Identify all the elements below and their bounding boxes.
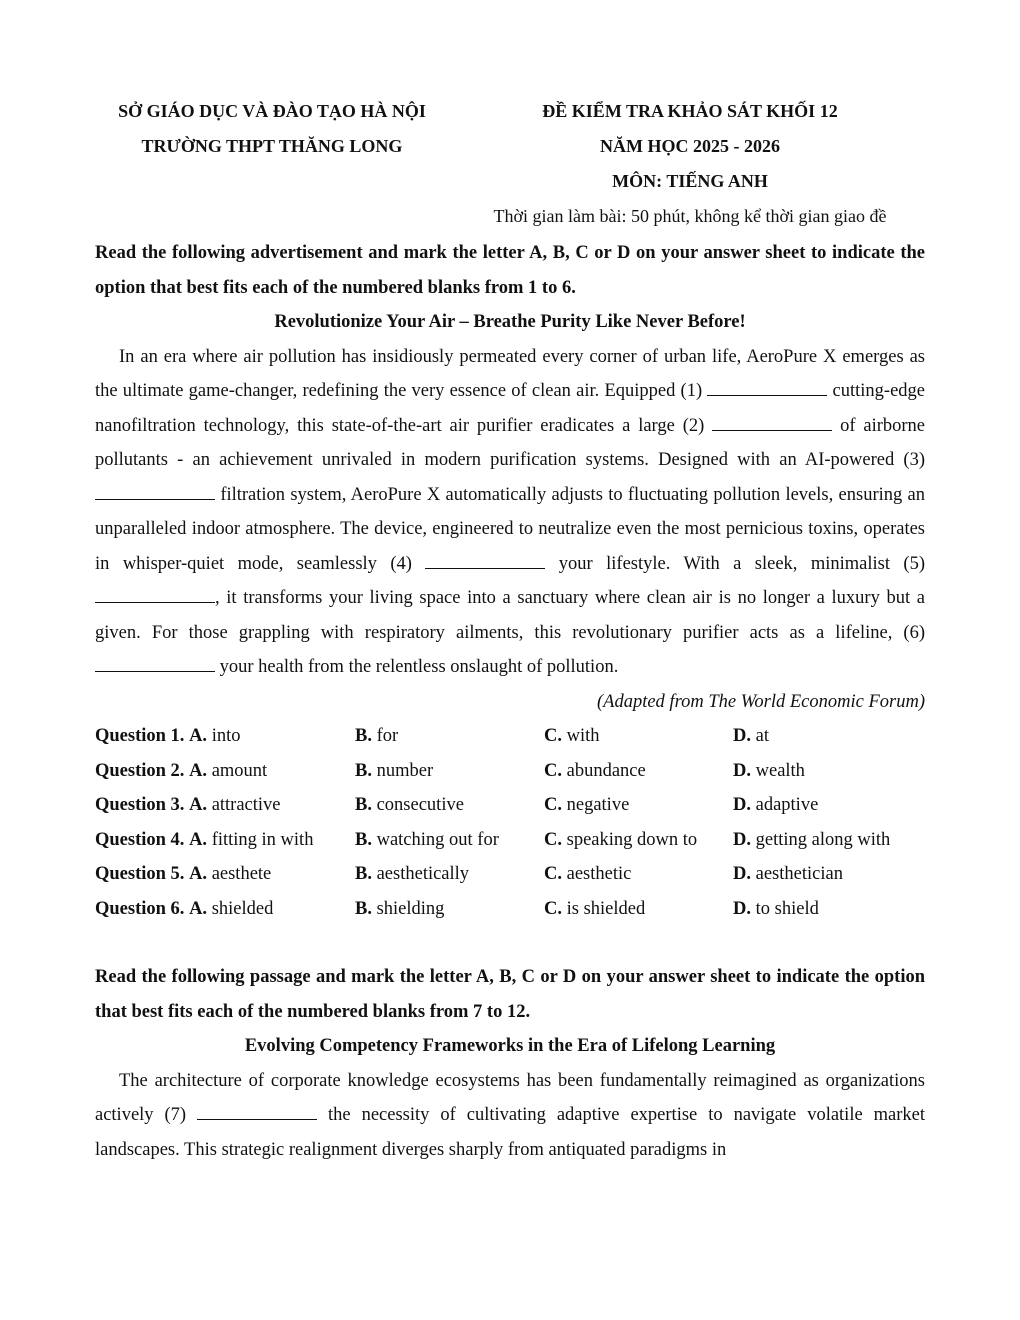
school-name: TRƯỜNG THPT THĂNG LONG [141,136,403,156]
exam-header [95,88,925,236]
option-c[interactable] [544,754,733,789]
option-text: aesthetic [566,864,632,884]
question-row [95,857,925,892]
option-letter: C. [544,760,562,781]
passage-text: filtration system, AeroPure X automatically adjusts to fluctuating pollution levels, ensuring an unparalleled indoor atmosphere. The device, engineered to neutralize even the most pernicious toxins, operates in whisper-quiet mode, seamlessly (4) [95,484,926,574]
option-letter: D. [733,760,751,781]
option-d[interactable] [733,788,925,823]
option-text: aesthete [211,864,272,884]
option-letter: C. [544,726,562,746]
exam-page [95,88,925,1167]
question-row [95,823,925,858]
option-text: to shield [755,898,819,919]
section1-title: Revolutionize Your Air – Breathe Purity Like Never Before! [274,312,746,332]
question-label: Question 2. [95,760,185,781]
option-letter: B. [355,726,372,746]
section2-title: Evolving Competency Frameworks in the Era of Lifelong Learning [244,1036,776,1056]
option-a[interactable] [95,788,355,823]
option-b[interactable] [355,754,544,789]
passage-source: (Adapted from The World Economic Forum) [597,691,925,712]
option-text: getting along with [755,829,891,850]
option-d[interactable] [733,892,925,927]
option-letter: A. [189,829,208,850]
option-text: consecutive [376,795,464,815]
blank-2 [712,416,832,431]
option-b[interactable] [355,857,544,892]
option-text: at [755,726,769,746]
blank-3 [95,485,215,500]
option-text: attractive [211,795,281,815]
school-info [77,94,467,164]
option-letter: B. [355,829,372,850]
option-text: fitting in with [211,829,314,850]
school-year: NĂM HỌC 2025 - 2026 [600,136,780,156]
option-letter: D. [733,795,751,815]
option-letter: A. [189,795,208,815]
passage-text: cutting-edge nanofiltration technology, this state-of-the-art air purifier eradicates a large (2) [95,381,925,436]
section2-passage [95,1064,925,1168]
option-letter: D. [733,898,751,919]
option-letter: C. [544,795,562,815]
passage-text: your health from the relentless onslaught of pollution. [219,657,619,677]
option-text: into [211,726,241,746]
option-c[interactable] [544,857,733,892]
passage-text: The architecture of corporate knowledge ecosystems has been fundamentally reimagined as organizations actively (7) [95,1070,925,1125]
subject: MÔN: TIẾNG ANH [612,171,768,191]
question-label: Question 5. [95,864,185,884]
option-a[interactable] [95,892,355,927]
question-row [95,892,925,927]
blank-6 [95,657,215,672]
option-a[interactable] [95,823,355,858]
option-b[interactable] [355,823,544,858]
option-letter: B. [355,795,372,815]
option-c[interactable] [544,788,733,823]
option-a[interactable] [95,857,355,892]
section1-passage [95,340,925,685]
question-row [95,754,925,789]
time-note: Thời gian làm bài: 50 phút, không kể thời gian giao đề [493,206,887,226]
option-b[interactable] [355,892,544,927]
option-letter: A. [189,760,208,781]
option-c[interactable] [544,719,733,754]
section2-instruction: Read the following passage and mark the letter A, B, C or D on your answer sheet to indicate the option that best fits each of the numbered blanks from 7 to 12. [95,967,925,1022]
option-text: speaking down to [566,829,698,850]
option-letter: B. [355,760,372,781]
passage-text: , it transforms your living space into a sanctuary where clean air is no longer a luxury but a given. For those grappling with respiratory ailments, this revolutionary purifier acts as a lifeline, (6) [95,588,925,643]
question-label: Question 3. [95,795,185,815]
option-text: watching out for [376,829,499,850]
option-text: shielded [211,898,274,919]
passage-text: of airborne pollutants - an achievement unrivaled in modern purification systems. Designed with an AI-powered (3) [95,415,926,470]
passage-text: In an era where air pollution has insidiously permeated every corner of urban life, AeroPure X emerges as the ultimate game-changer, redefining the very essence of clean air. Equipped (1) [95,346,925,401]
department-name: SỞ GIÁO DỤC VÀ ĐÀO TẠO HÀ NỘI [118,101,426,121]
question-row [95,719,925,754]
question-row [95,788,925,823]
exam-title: ĐỀ KIỂM TRA KHẢO SÁT KHỐI 12 [542,101,838,121]
option-letter: A. [189,898,208,919]
option-b[interactable] [355,788,544,823]
question-list [95,719,925,926]
option-a[interactable] [95,754,355,789]
option-text: is shielded [566,898,646,919]
option-c[interactable] [544,892,733,927]
passage-text: your lifestyle. With a sleek, minimalist (5) [558,553,925,574]
option-text: aesthetically [376,864,470,884]
question-label: Question 1. [95,726,185,746]
question-label: Question 6. [95,898,185,919]
option-letter: D. [733,829,751,850]
option-letter: A. [189,864,208,884]
option-text: shielding [376,898,445,919]
question-label: Question 4. [95,829,185,850]
option-d[interactable] [733,754,925,789]
option-d[interactable] [733,823,925,858]
option-d[interactable] [733,719,925,754]
option-text: with [566,726,600,746]
option-text: number [376,760,434,781]
option-letter: C. [544,898,562,919]
option-letter: D. [733,864,751,884]
option-text: negative [566,795,630,815]
exam-info [470,94,910,234]
option-b[interactable] [355,719,544,754]
option-text: amount [211,760,268,781]
option-text: abundance [566,760,646,781]
option-text: adaptive [755,795,819,815]
passage-text: the necessity of cultivating adaptive expertise to navigate volatile market landscapes. This strategic realignment diverges sharply from antiquated paradigms in [95,1105,926,1160]
blank-1 [707,381,827,396]
option-text: aesthetician [755,864,843,884]
option-letter: B. [355,898,372,919]
blank-5 [95,588,215,603]
option-text: for [376,726,399,746]
option-c[interactable] [544,823,733,858]
option-letter: B. [355,864,372,884]
option-text: wealth [755,760,805,781]
option-letter: A. [189,726,208,746]
option-letter: C. [544,829,562,850]
section-gap [95,926,925,960]
blank-4 [425,554,545,569]
blank-7 [197,1105,317,1120]
option-letter: C. [544,864,562,884]
option-letter: D. [733,726,751,746]
section1-instruction: Read the following advertisement and mark the letter A, B, C or D on your answer sheet to indicate the option that best fits each of the numbered blanks from 1 to 6. [95,243,925,298]
option-a[interactable] [95,719,355,754]
option-d[interactable] [733,857,925,892]
